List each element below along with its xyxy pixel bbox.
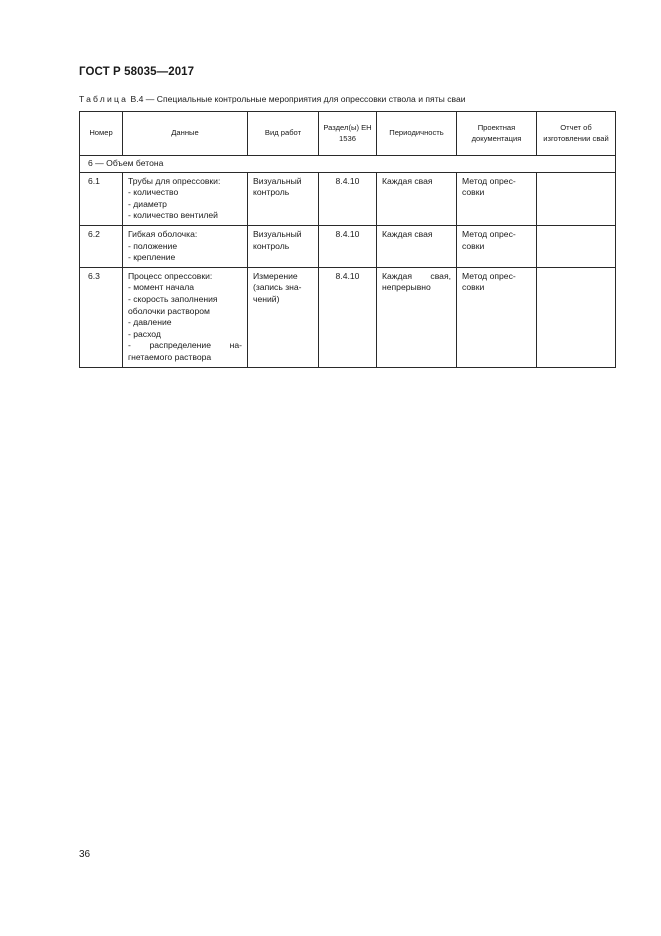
row-data-item: гнетаемого раствора [128,351,212,362]
row-report [537,172,616,225]
row-periodicity [377,267,457,367]
row-data-item: оболочки раствором [128,305,210,316]
row-periodicity-line: непрерывно [382,282,431,293]
page-number: 36 [79,849,91,860]
row-work-type-line: Визуальный [253,175,302,186]
row-work-type-line: (запись зна- [253,282,302,293]
column-header-design-docs: Проектная документация [457,112,537,156]
table-caption-text: — Специальные контрольные мероприятия для опрессовки ствола и пяты сваи [145,94,466,104]
row-periodicity-line: Каждая свая, [382,270,451,281]
table-caption-number: В.4 [130,94,144,104]
table-caption [79,94,466,104]
row-report [537,225,616,267]
row-data-item: - скорость заполнения [128,293,218,304]
document-code: ГОСТ Р 58035—2017 [79,66,195,78]
row-number: 6.1 [80,172,123,225]
row-data-item: - давление [128,317,172,328]
row-design-docs-line: совки [462,187,485,198]
column-header-number: Номер [80,112,123,156]
table-row [80,225,616,267]
column-header-periodicity: Периодичность [377,112,457,156]
row-work-type-line: Измерение [253,270,298,281]
row-work-type-line: контроль [253,240,290,251]
row-periodicity-line: Каждая свая [382,175,433,186]
row-data-item: - диаметр [128,198,167,209]
row-design-docs-line: Метод опрес- [462,175,516,186]
row-number: 6.2 [80,225,123,267]
row-data [123,267,248,367]
row-periodicity [377,225,457,267]
row-section-ref: 8.4.10 [319,225,377,267]
row-work-type-line: чений) [253,293,280,304]
table-row [80,172,616,225]
column-header-work-type: Вид работ [248,112,319,156]
row-data-title: Гибкая оболочка: [128,228,198,239]
row-section-ref: 8.4.10 [319,172,377,225]
row-work-type-line: контроль [253,187,290,198]
row-data-item: - количество вентилей [128,210,218,221]
row-work-type-line: Визуальный [253,228,302,239]
table-header-row [80,112,616,156]
column-header-report: Отчет об изготовлении свай [537,112,616,156]
row-design-docs-line: совки [462,240,485,251]
inspection-table [79,111,616,368]
row-data-item: - распределение на- [128,340,242,351]
row-number: 6.3 [80,267,123,367]
section-row [80,156,616,173]
row-design-docs [457,172,537,225]
column-header-data: Данные [123,112,248,156]
row-periodicity-line: Каждая свая [382,228,433,239]
row-design-docs [457,267,537,367]
row-periodicity [377,172,457,225]
row-data [123,172,248,225]
row-design-docs-line: Метод опрес- [462,228,516,239]
row-work-type [248,267,319,367]
table-row [80,267,616,367]
row-design-docs-line: Метод опрес- [462,270,516,281]
row-work-type [248,225,319,267]
table-caption-prefix: Таблица [79,94,129,104]
row-report [537,267,616,367]
row-data-item: - количество [128,187,179,198]
row-data-item: - момент начала [128,282,195,293]
column-header-section: Раздел(ы) ЕН 1536 [319,112,377,156]
row-design-docs-line: совки [462,282,485,293]
row-data-title: Процесс опрессовки: [128,270,213,281]
section-title: 6 — Объем бетона [80,156,616,173]
row-data-item: - расход [128,328,161,339]
row-data-item: - крепление [128,252,176,263]
row-work-type [248,172,319,225]
row-design-docs [457,225,537,267]
row-data-title: Трубы для опрессовки: [128,175,221,186]
row-data-item: - положение [128,240,178,251]
row-data [123,225,248,267]
row-section-ref: 8.4.10 [319,267,377,367]
